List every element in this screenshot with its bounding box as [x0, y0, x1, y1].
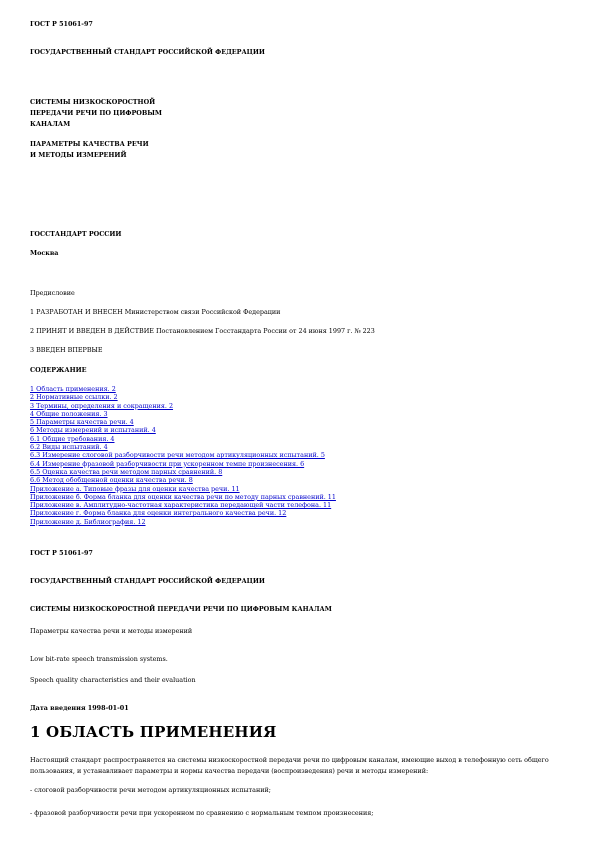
title-line: СИСТЕМЫ НИЗКОСКОРОСТНОЙ: [30, 98, 156, 106]
toc-link[interactable]: 6.3 Измерение слоговой разборчивости речи методом артикуляционных испытаний. 5: [30, 451, 325, 460]
section-paragraph: Настоящий стандарт распространяется на системы низкоскоростной передачи речи по цифровым каналам, имеющие выход в телефонную сеть общего пользования, и устанавливает параметры и нормы качества передачи (воспроизведения) речи и методы измерений:: [30, 756, 549, 775]
toc-link[interactable]: Приложение б. Форма бланка для оценки качества речи по методу парных сравнений. 11: [30, 492, 336, 501]
foreword-heading: Предисловие: [30, 289, 75, 297]
document-subtitle: Параметры качества речи и методы измерений: [30, 627, 193, 635]
toc-heading: СОДЕРЖАНИЕ: [30, 366, 87, 374]
title-line: И МЕТОДЫ ИЗМЕРЕНИЙ: [30, 151, 127, 159]
toc-link[interactable]: 6.1 Общие требования. 4: [30, 434, 115, 443]
document-title: СИСТЕМЫ НИЗКОСКОРОСТНОЙ ПЕРЕДАЧИ РЕЧИ ПО ЦИФРОВЫМ КАНАЛАМ: [30, 605, 332, 613]
title-line: ПЕРЕДАЧИ РЕЧИ ПО ЦИФРОВЫМ: [30, 109, 162, 117]
effective-date: Дата введения 1998-01-01: [30, 704, 129, 712]
toc-link[interactable]: 4 Общие положения. 3: [30, 409, 108, 418]
state-standard-heading: ГОСУДАРСТВЕННЫЙ СТАНДАРТ РОССИЙСКОЙ ФЕДЕРАЦИИ: [30, 48, 265, 56]
standard-code: ГОСТ Р 51061-97: [30, 549, 93, 557]
toc-link[interactable]: 3 Термины, определения и сокращения. 2: [30, 401, 174, 410]
foreword-item: 2 ПРИНЯТ И ВВЕДЕН В ДЕЙСТВИЕ Постановлением Госстандарта России от 24 июня 1997 г. № 223: [30, 327, 375, 335]
list-item: - фразовой разборчивости речи при ускоренном по сравнению с нормальным темпом произнесения;: [30, 809, 374, 817]
toc-link[interactable]: 6 Методы измерений и испытаний. 4: [30, 426, 156, 435]
title-line: ПАРАМЕТРЫ КАЧЕСТВА РЕЧИ: [30, 140, 149, 148]
publisher-city: Москва: [30, 249, 59, 257]
toc-link[interactable]: 5 Параметры качества речи. 4: [30, 418, 134, 427]
foreword-item: 3 ВВЕДЕН ВПЕРВЫЕ: [30, 346, 103, 354]
toc-link[interactable]: Приложение в. Амплитудно-частотная характеристика передающей части телефона. 11: [30, 501, 332, 510]
foreword-item: 1 РАЗРАБОТАН И ВНЕСЕН Министерством связи Российской Федерации: [30, 308, 281, 316]
toc-link[interactable]: 6.5 Оценка качества речи методом парных сравнений. 8: [30, 467, 223, 476]
section-heading: 1 ОБЛАСТЬ ПРИМЕНЕНИЯ: [30, 723, 277, 741]
state-standard-heading: ГОСУДАРСТВЕННЫЙ СТАНДАРТ РОССИЙСКОЙ ФЕДЕРАЦИИ: [30, 577, 265, 585]
standard-code: ГОСТ Р 51061-97: [30, 20, 93, 28]
toc-link[interactable]: 2 Нормативные ссылки. 2: [30, 393, 118, 402]
toc-link[interactable]: Приложение а. Типовые фразы для оценки качества речи. 11: [30, 484, 240, 493]
toc-link[interactable]: 6.2 Виды испытаний. 4: [30, 443, 108, 452]
list-item: - слоговой разборчивости речи методом артикуляционных испытаний;: [30, 786, 271, 794]
toc-link[interactable]: 6.6 Метод обобщенной оценки качества речи. 8: [30, 476, 193, 485]
toc-link[interactable]: 6.4 Измерение фразовой разборчивости при ускоренном темпе произнесения. 6: [30, 459, 305, 468]
english-title: Low bit-rate speech transmission systems.: [30, 655, 168, 663]
title-line: КАНАЛАМ: [30, 120, 71, 128]
toc-link[interactable]: Приложение г. Форма бланка для оценки интегрального качества речи. 12: [30, 509, 287, 518]
table-of-contents: [30, 385, 336, 526]
toc-link[interactable]: 1 Область применения. 2: [30, 385, 116, 393]
toc-link[interactable]: Приложение д. Библиография. 12: [30, 517, 146, 526]
english-subtitle: Speech quality characteristics and their evaluation: [30, 676, 196, 684]
publisher-org: ГОССТАНДАРТ РОССИИ: [30, 230, 122, 238]
